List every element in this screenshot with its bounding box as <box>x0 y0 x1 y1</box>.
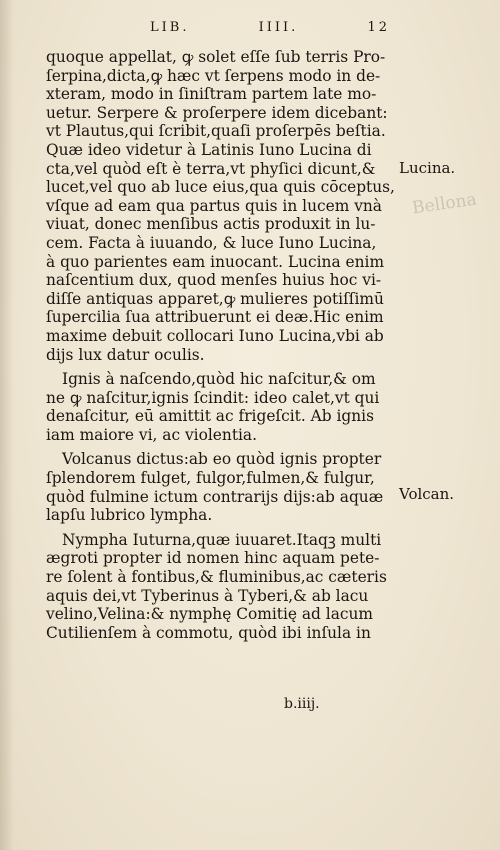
text-line: re ſolent à fontibus,& fluminibus,ac cæteris <box>46 568 387 587</box>
margin-note-lucina: Lucina. <box>399 159 456 177</box>
main-text-block <box>46 48 401 642</box>
folio-number: 12 <box>367 20 390 35</box>
text-line: ſplendorem fulget, fulgor,fulmen,& fulgur, <box>46 469 375 488</box>
text-line: ſerpina,dicta,ꝙ hæc vt ſerpens modo in de- <box>46 66 381 85</box>
text-line: dijs lux datur oculis. <box>46 345 205 364</box>
paragraph-start-line: Ignis à naſcendo,quòd hic naſcitur,& om <box>62 370 376 389</box>
text-line: xteram, modo in ſiniſtram partem late mo- <box>46 85 377 104</box>
running-title: LIB. <box>150 20 190 35</box>
text-line: ne ꝙ naſcitur,ignis ſcindit: ideo calet,vt qui <box>46 388 380 407</box>
text-line: ægroti propter id nomen hinc aquam pete- <box>46 549 380 568</box>
text-line: Quæ ideo videtur à Latinis Iuno Lucina di <box>46 140 372 159</box>
text-line: aquis dei,vt Tyberinus à Tyberi,& ab lacu <box>46 586 369 605</box>
text-line: iam maiore vi, ac violentia. <box>46 425 257 444</box>
text-line: lapſu lubrico lympha. <box>46 506 213 525</box>
text-line: velino,Velina:& nymphę Comitię ad lacum <box>46 605 374 624</box>
gutter-shadow <box>0 0 14 850</box>
text-line: maxime debuit collocari Iuno Lucina,vbi ab <box>46 326 384 345</box>
text-line: vt Plautus,qui ſcribit,quaſi proſerpēs beſtia. <box>46 122 386 141</box>
running-header <box>150 20 390 35</box>
show-through-text: Bellona <box>410 189 478 219</box>
text-line: lucet,vel quo ab luce eius,qua quis cōceptus, <box>46 178 395 197</box>
text-line: naſcentium dux, quod menſes huius hoc vi- <box>46 271 382 290</box>
margin-note-volcanus: Volcan. <box>399 485 455 503</box>
text-line: quoque appellat, ꝙ solet eſſe ſub terris Pro- <box>46 48 386 66</box>
text-line: à quo parientes eam inuocant. Lucina enim <box>46 252 385 271</box>
text-line: viuat, donec menſibus actis produxit in lu- <box>46 215 376 234</box>
paragraph-start-line: Nympha Iuturna,quæ iuuaret.Itaqꝫ multi <box>62 530 382 549</box>
text-line: uetur. Serpere & proſerpere idem dicebant: <box>46 103 388 122</box>
text-line: ſupercilia ſua attribuerunt ei deæ.Hic enim <box>46 308 384 327</box>
text-line: Cutilienſem à commotu, quòd ibi inſula in <box>46 623 371 642</box>
paragraph-start-line: Volcanus dictus:ab eo quòd ignis propter <box>62 450 382 469</box>
text-line: vſque ad eam qua partus quis in lucem vnà <box>46 196 382 215</box>
text-line: quòd fulmine ictum contrarijs dijs:ab aquæ <box>46 487 384 506</box>
book-number: IIII. <box>258 20 299 35</box>
signature-mark: b.iiij. <box>284 696 320 712</box>
text-line: cem. Facta à iuuando, & luce Iuno Lucina, <box>46 233 377 252</box>
text-line: cta,vel quòd eſt è terra,vt phyſici dicunt,& <box>46 159 376 178</box>
text-line: diſſe antiquas apparet,ꝙ mulieres potiſſimū <box>46 289 384 308</box>
text-line: denaſcitur, eū amittit ac frigeſcit. Ab ignis <box>46 407 375 426</box>
